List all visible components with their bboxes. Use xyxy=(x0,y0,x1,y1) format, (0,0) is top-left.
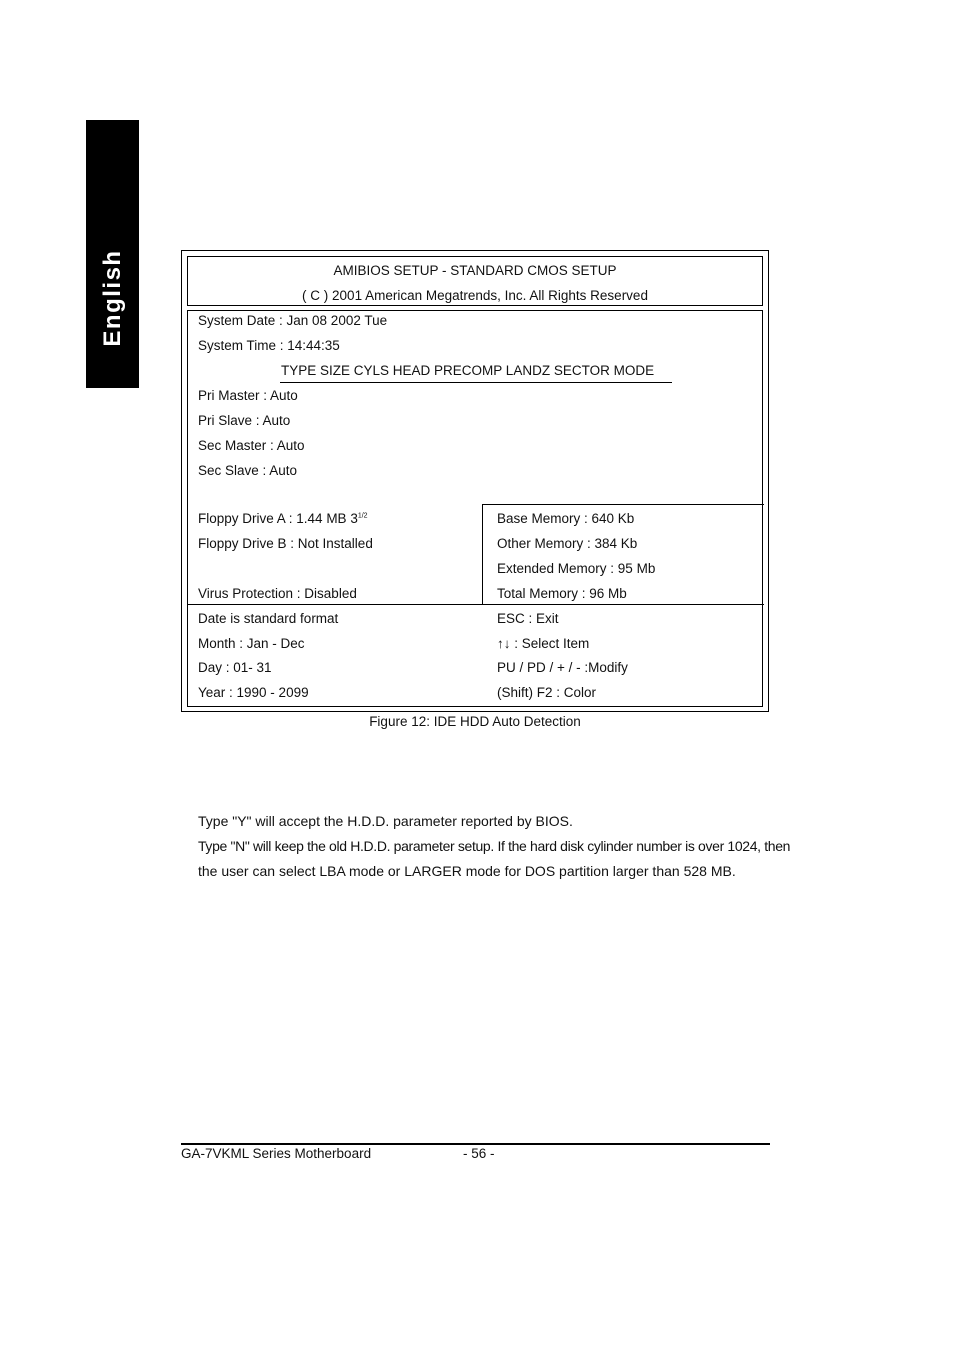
drive-pri-slave: Pri Slave : Auto xyxy=(198,413,291,428)
memory-box-top xyxy=(482,504,764,505)
floppy-a-fraction: 1/2 xyxy=(357,512,368,520)
bios-title: AMIBIOS SETUP - STANDARD CMOS SETUP xyxy=(333,263,617,278)
help-day: Day : 01- 31 xyxy=(198,660,272,675)
body-line-n: Type "N" will keep the old H.D.D. parameter setup. If the hard disk cylinder number is over 1024, then xyxy=(198,838,791,854)
bios-header xyxy=(187,256,763,306)
other-memory: Other Memory : 384 Kb xyxy=(497,536,638,551)
drive-pri-master: Pri Master : Auto xyxy=(198,388,298,403)
help-date-format: Date is standard format xyxy=(198,611,339,626)
base-memory: Base Memory : 640 Kb xyxy=(497,511,635,526)
help-divider xyxy=(188,604,764,605)
drive-table-header: TYPE SIZE CYLS HEAD PRECOMP LANDZ SECTOR MODE xyxy=(281,363,655,378)
key-modify: PU / PD / + / - :Modify xyxy=(497,660,628,675)
footer-product: GA-7VKML Series Motherboard xyxy=(181,1146,372,1161)
virus-protection: Virus Protection : Disabled xyxy=(198,586,357,601)
floppy-a: Floppy Drive A : 1.44 MB $3^{1/2}$ xyxy=(198,511,368,526)
drive-sec-master: Sec Master : Auto xyxy=(198,438,305,453)
drive-sec-slave: Sec Slave : Auto xyxy=(198,463,298,478)
key-color: (Shift) F2 : Color xyxy=(497,685,597,700)
language-tab-label: English xyxy=(98,249,126,347)
body-line-lba: the user can select LBA mode or LARGER mode for DOS partition larger than 528 MB. xyxy=(198,863,736,879)
key-select-item: ↑↓ : Select Item xyxy=(497,636,590,651)
body-line-y: Type "Y" will accept the H.D.D. parameter reported by BIOS. xyxy=(198,813,573,829)
help-year: Year : 1990 - 2099 xyxy=(198,685,309,700)
footer-rule xyxy=(181,1143,770,1145)
key-esc-exit: ESC : Exit xyxy=(497,611,559,626)
figure-caption: Figure 12: IDE HDD Auto Detection xyxy=(369,714,581,729)
drive-header-underline xyxy=(280,382,672,383)
bios-screen xyxy=(181,250,769,712)
language-tab xyxy=(86,120,139,388)
memory-box-divider xyxy=(482,504,483,604)
extended-memory: Extended Memory : 95 Mb xyxy=(497,561,656,576)
total-memory: Total Memory : 96 Mb xyxy=(497,586,627,601)
system-date: System Date : Jan 08 2002 Tue xyxy=(198,313,388,328)
bios-main-panel xyxy=(187,310,763,707)
floppy-b: Floppy Drive B : Not Installed xyxy=(198,536,373,551)
help-month: Month : Jan - Dec xyxy=(198,636,305,651)
system-time: System Time : 14:44:35 xyxy=(198,338,340,353)
bios-copyright: ( C ) 2001 American Megatrends, Inc. All Rights Reserved xyxy=(302,288,648,303)
page-number: - 56 - xyxy=(463,1146,495,1161)
